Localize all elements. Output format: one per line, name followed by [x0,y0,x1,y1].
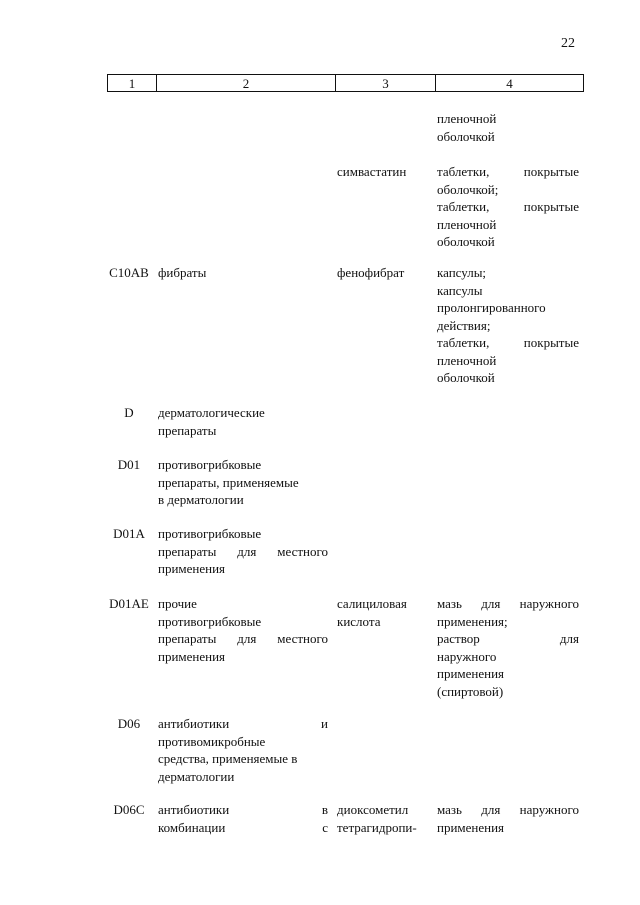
row-1-drug [337,163,425,181]
text-line [158,819,328,837]
text-line: применения [158,648,226,664]
row-5-code: D01A [113,526,145,541]
text-line [437,801,579,819]
row-8-group [158,801,328,836]
row-3-code: D [124,405,134,420]
text-line: (спиртовой) [437,683,504,699]
word: мазь [437,802,462,817]
text-line: противогрибковые [158,613,262,629]
text-line: фибраты [158,265,207,280]
text-line [437,163,579,181]
word: местного [277,543,328,559]
column-header-2: 2 [157,75,336,92]
word: покрытые [523,335,579,350]
text-line: кислота [337,613,381,629]
text-line: диоксометил [337,802,409,817]
word: в [321,802,328,817]
text-line: применения; [437,613,508,629]
text-line: применения [437,666,505,681]
row-2-forms [437,264,579,387]
text-line [158,543,328,561]
text-line: оболочкой; [437,181,499,197]
text-line: фенофибрат [337,265,405,280]
row-4-group [158,456,328,509]
column-header-3: 3 [336,75,436,92]
word: для [237,631,257,646]
row-8-forms [437,801,579,836]
column-header-1: 1 [108,75,157,92]
row-6-group [158,595,328,665]
text-line: в дерматологии [158,492,244,507]
word: для [559,631,579,646]
text-line [158,630,328,648]
text-line: оболочкой [437,370,495,385]
word: препараты [158,543,217,559]
row-5-group [158,525,328,578]
text-line: средства, применяемые в [158,751,298,766]
word: препараты [158,631,217,646]
text-line: препараты [158,422,217,438]
word: для [237,543,257,559]
text-line [437,334,579,352]
word: таблетки, [437,199,490,214]
text-line: капсулы [437,282,483,298]
row-2-group [158,264,328,282]
text-line: пленочной [437,216,497,232]
text-line: оболочкой [437,128,495,144]
row-4-code: D01 [117,457,141,472]
row-3-group [158,404,328,439]
word: для [481,802,501,817]
text-line [158,715,328,733]
text-line: тетрагидропи- [337,819,417,835]
word: наружного [519,596,579,611]
row-2-drug [337,264,425,282]
word: покрытые [523,199,579,214]
word: для [481,596,501,611]
text-line: прочие [158,596,197,611]
text-line: салициловая [337,596,407,611]
word: и [321,716,328,731]
text-line: симвастатин [337,164,407,179]
column-header-4: 4 [436,75,584,92]
text-line: дерматологические [158,405,265,420]
word: местного [277,631,328,646]
row-8-code: D06C [113,802,145,817]
text-line: противомикробные [158,733,266,749]
text-line: пролонгированного [437,300,546,315]
row-8-drug [337,801,425,836]
text-line [437,595,579,613]
text-line [437,198,579,216]
text-line: наружного [437,648,497,664]
word: антибиотики [158,716,230,731]
row-6-code: D01AE [109,596,149,611]
row-1-forms [437,163,579,251]
word: покрытые [523,164,579,179]
word: наружного [519,802,579,817]
text-line: действия; [437,317,491,333]
word: таблетки, [437,164,490,179]
text-line: препараты, применяемые [158,474,299,490]
text-line: дерматологии [158,768,235,784]
text-line: пленочной [437,111,497,126]
text-line [437,630,579,648]
row-7-group [158,715,328,785]
row-0-forms [437,110,579,145]
text-line: применения [437,819,505,835]
text-line: противогрибковые [158,526,262,541]
word: с [322,819,328,835]
text-line: противогрибковые [158,457,262,472]
row-7-code: D06 [117,716,141,731]
row-6-forms [437,595,579,700]
column-header-row [107,74,584,92]
word: антибиотики [158,802,230,817]
text-line: капсулы; [437,265,487,280]
word: таблетки, [437,335,490,350]
word: мазь [437,596,462,611]
word: комбинации [158,819,226,835]
text-line: применения [158,561,226,576]
text-line: оболочкой [437,234,495,249]
text-line: пленочной [437,352,497,368]
row-2-code: C10AB [109,265,149,280]
row-6-drug [337,595,425,630]
word: раствор [437,631,480,646]
page-number: 22 [561,36,575,51]
text-line [158,801,328,819]
